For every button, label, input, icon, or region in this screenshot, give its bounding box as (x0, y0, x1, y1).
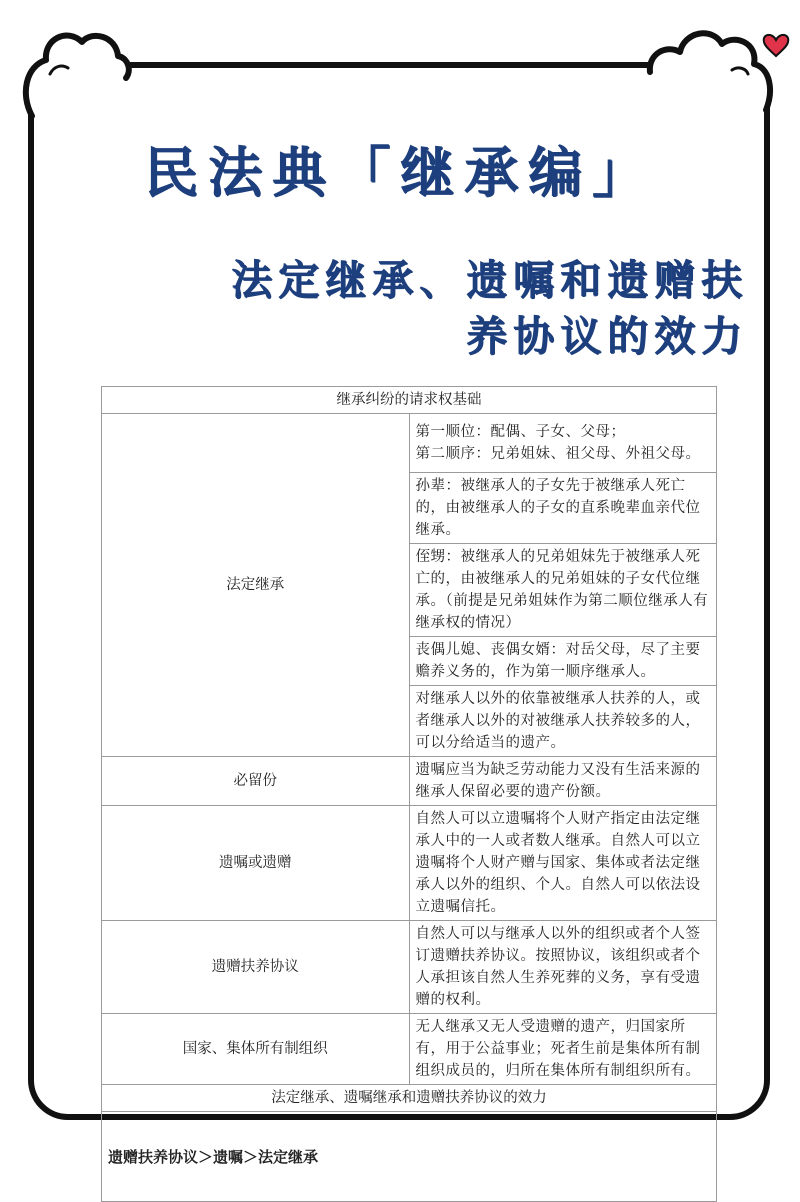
heart-icon (764, 35, 789, 56)
desc-cell: 孙辈：被继承人的子女先于被继承人死亡的，由被继承人的子女的直系晚辈血亲代位继承。 (409, 473, 717, 544)
effect-heading-row (102, 1085, 717, 1112)
table-row (102, 921, 717, 1014)
desc-cell: 对继承人以外的依靠被继承人扶养的人，或者继承人以外的对被继承人扶养较多的人，可以分给适当的遗产。 (409, 686, 717, 757)
subtitle-line-1: 法定继承、遗嘱和遗赠扶 (231, 256, 748, 304)
category-cell: 法定继承 (102, 414, 410, 757)
desc-cell: 自然人可以立遗嘱将个人财产指定由法定继承人中的一人或者数人继承。自然人可以立遗嘱将个人财产赠与国家、集体或者法定继承人以外的组织、个人。自然人可以依法设立遗嘱信托。 (409, 806, 717, 921)
desc-cell: 遗嘱应当为缺乏劳动能力又没有生活来源的继承人保留必要的遗产份额。 (409, 757, 717, 806)
table-row (102, 414, 717, 473)
desc-cell: 自然人可以与继承人以外的组织或者个人签订遗赠扶养协议。按照协议，该组织或者个人承担该自然人生养死葬的义务，享有受遗赠的权利。 (409, 921, 717, 1014)
desc-cell: 侄甥：被继承人的兄弟姐妹先于被继承人死亡的，由被继承人的兄弟姐妹的子女代位继承。（前提是兄弟姐妹作为第二顺位继承人有继承权的情况） (409, 544, 717, 637)
category-cell: 国家、集体所有制组织 (102, 1014, 410, 1085)
table-row (102, 757, 717, 806)
category-cell: 必留份 (102, 757, 410, 806)
table-row (102, 806, 717, 921)
cloud-corner-decoration-left (16, 16, 136, 126)
desc-cell: 无人继承又无人受遗赠的遗产，归国家所有，用于公益事业；死者生前是集体所有制组织成员的，归所在集体所有制组织所有。 (409, 1014, 717, 1085)
table-row (102, 1014, 717, 1085)
table-caption: 继承纠纷的请求权基础 (102, 387, 717, 414)
page-title: 民法典「继承编」 (144, 141, 656, 204)
category-cell: 遗赠扶养协议 (102, 921, 410, 1014)
desc-cell: 第一顺位：配偶、子女、父母； 第二顺序：兄弟姐妹、祖父母、外祖父母。 (409, 414, 717, 473)
inheritance-table (101, 386, 717, 1202)
effect-order: 遗赠扶养协议＞遗嘱＞法定继承 (102, 1112, 717, 1202)
subtitle-line-2: 养协议的效力 (466, 312, 748, 360)
effect-heading: 法定继承、遗嘱继承和遗赠扶养协议的效力 (102, 1085, 717, 1112)
page-subtitle (231, 252, 748, 364)
cloud-corner-decoration-right (640, 14, 790, 134)
desc-cell: 丧偶儿媳、丧偶女婿：对岳父母，尽了主要赡养义务的，作为第一顺序继承人。 (409, 637, 717, 686)
category-cell: 遗嘱或遗赠 (102, 806, 410, 921)
effect-order-row (102, 1112, 717, 1202)
table-caption-row (102, 387, 717, 414)
